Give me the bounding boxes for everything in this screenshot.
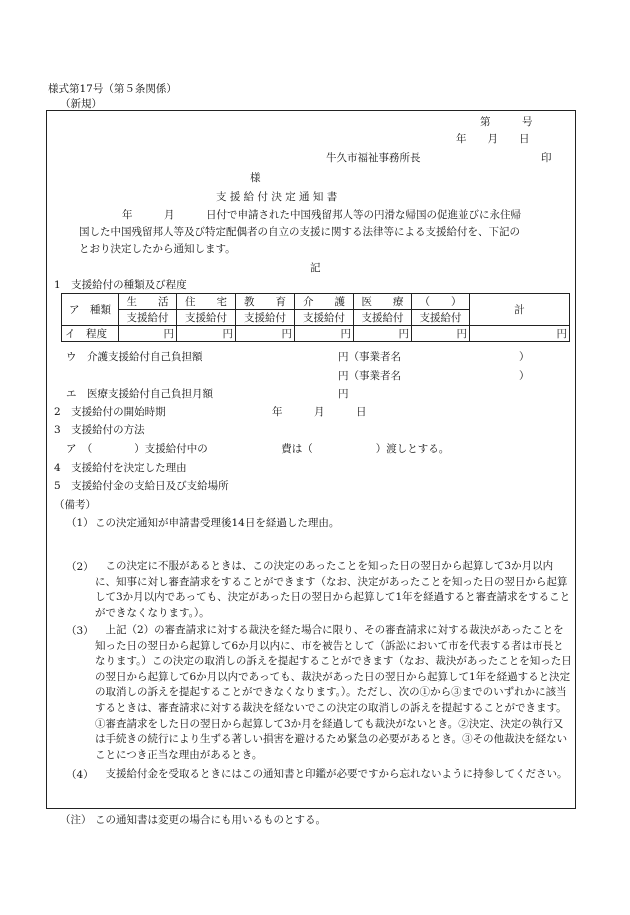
issue-date: 年 月 日 <box>456 133 530 145</box>
care-copay-yen-1: 円（事業者名 <box>338 351 401 363</box>
seal-mark: 印 <box>541 152 552 164</box>
section-1-heading: 1 支援給付の種類及び程度 <box>54 279 187 291</box>
note-label: （注） <box>60 814 92 826</box>
total-label: 計 <box>470 294 570 326</box>
amount-cell: 円 <box>119 326 177 342</box>
page-title: 支 援 給 付 決 定 通 知 書 <box>216 191 338 203</box>
note-text: この通知書は変更の場合にも用いるものとする。 <box>95 814 326 826</box>
method-line: ア （ ）支援給付中の 費は（ ）渡しとする。 <box>66 443 450 455</box>
amount-total-cell: 円 <box>470 326 570 342</box>
remark-4-number: （4） <box>66 769 94 781</box>
medical-copay-label: エ 医療支援給付自己負担月額 <box>66 388 213 400</box>
row-label-type: ア 種類 <box>62 294 119 326</box>
col-top-3: 介 護 <box>295 294 354 310</box>
section-3-label: 3 支援給付の方法 <box>54 424 145 436</box>
intro-line-1: 年 月 日付で申請された中国残留邦人等の円滑な帰国の促進並びに永住帰 <box>122 209 521 221</box>
issuer-name: 牛久市福祉事務所長 <box>326 152 421 164</box>
support-amount-table <box>61 293 570 342</box>
col-bottom-5: 支援給付 <box>412 310 470 326</box>
care-copay-close-2: ） <box>519 370 530 382</box>
amount-cell: 円 <box>177 326 236 342</box>
remark-2-number: （2） <box>66 561 94 573</box>
care-copay-label: ウ 介護支援給付自己負担額 <box>66 351 203 363</box>
intro-line-2: 国した中国残留邦人等及び特定配偶者の自立の支援に関する法律等による支援給付を、下記の <box>79 226 520 238</box>
row-label-degree: イ 程度 <box>62 326 119 342</box>
amount-cell: 円 <box>412 326 470 342</box>
section-5-label: 5 支援給付金の支給日及び支給場所 <box>54 480 229 492</box>
remarks-heading: （備考） <box>54 499 96 511</box>
form-number: 様式第17号（第５条関係） <box>48 83 177 95</box>
amount-cell: 円 <box>295 326 354 342</box>
remark-3-number: （3） <box>66 625 94 637</box>
col-top-5: （ ） <box>412 294 470 310</box>
document-number: 第 号 <box>480 116 533 128</box>
remark-4-text: 支援給付金を受取るときにはこの通知書と印鑑が必要ですから忘れないように持参してください。 <box>95 768 568 780</box>
remark-3-text: 上記（2）の審査請求に対する裁決を経た場合に限り、その審査請求に対する裁決があったことを知った日の翌日から起算して6か月以内に、市を被告として（訴訟において市を代表する者は市長となります。）この決定の取消しの訴えを提起することができます（なお、裁決があったことを知った日の翌日から起算して6か月以内であっても、裁決があった日の翌日から起算して1年を経過すると決定の取消しの訴えを提起することができなくなります。）。ただし、次の①から③までのいずれかに該当するときは、審査請求に対する裁決を経ないでこの決定の取消しの訴えを提起することができます。①審査請求をした日の翌日から起算して3か月を経過しても裁決がないとき。②決定、決定の執行又は手続きの続行により生ずる著しい損害を避けるため緊急の必要があるとき。③その他裁決を経ないことにつき正当な理由があるとき。 <box>95 624 572 761</box>
remark-1-text: この決定通知が申請書受理後14日を経過した理由。 <box>95 517 340 529</box>
section-4-label: 4 支援給付を決定した理由 <box>54 462 187 474</box>
col-bottom-3: 支援給付 <box>295 310 354 326</box>
table-row-degree <box>62 326 570 342</box>
ki-marker: 記 <box>310 262 321 274</box>
col-top-1: 住 宅 <box>177 294 236 310</box>
remark-1-number: （1） <box>66 517 94 529</box>
care-copay-close-1: ） <box>519 351 530 363</box>
col-bottom-2: 支援給付 <box>236 310 295 326</box>
form-kind: （新規） <box>60 98 102 110</box>
care-copay-yen-2: 円（事業者名 <box>338 370 401 382</box>
col-bottom-1: 支援給付 <box>177 310 236 326</box>
intro-line-3: とおり決定したから通知します。 <box>79 243 236 255</box>
col-top-2: 教 育 <box>236 294 295 310</box>
start-date: 年 月 日 <box>272 406 367 418</box>
table-row-type <box>62 294 570 310</box>
col-bottom-4: 支援給付 <box>354 310 412 326</box>
col-top-4: 医 療 <box>354 294 412 310</box>
col-bottom-0: 支援給付 <box>119 310 177 326</box>
col-top-0: 生 活 <box>119 294 177 310</box>
medical-copay-yen: 円 <box>338 388 349 400</box>
amount-cell: 円 <box>236 326 295 342</box>
section-2-label: 2 支援給付の開始時期 <box>54 406 166 418</box>
remark-2-text: この決定に不服があるときは、この決定のあったことを知った日の翌日から起算して3か月以内に、知事に対し審査請求をすることができます（なお、決定があったことを知った日の翌日から起算して3か月以内であっても、決定があった日の翌日から起算して1年を経過すると審査請求をすることができなくなります。）。 <box>95 560 571 619</box>
amount-cell: 円 <box>354 326 412 342</box>
addressee-suffix: 様 <box>250 172 261 184</box>
